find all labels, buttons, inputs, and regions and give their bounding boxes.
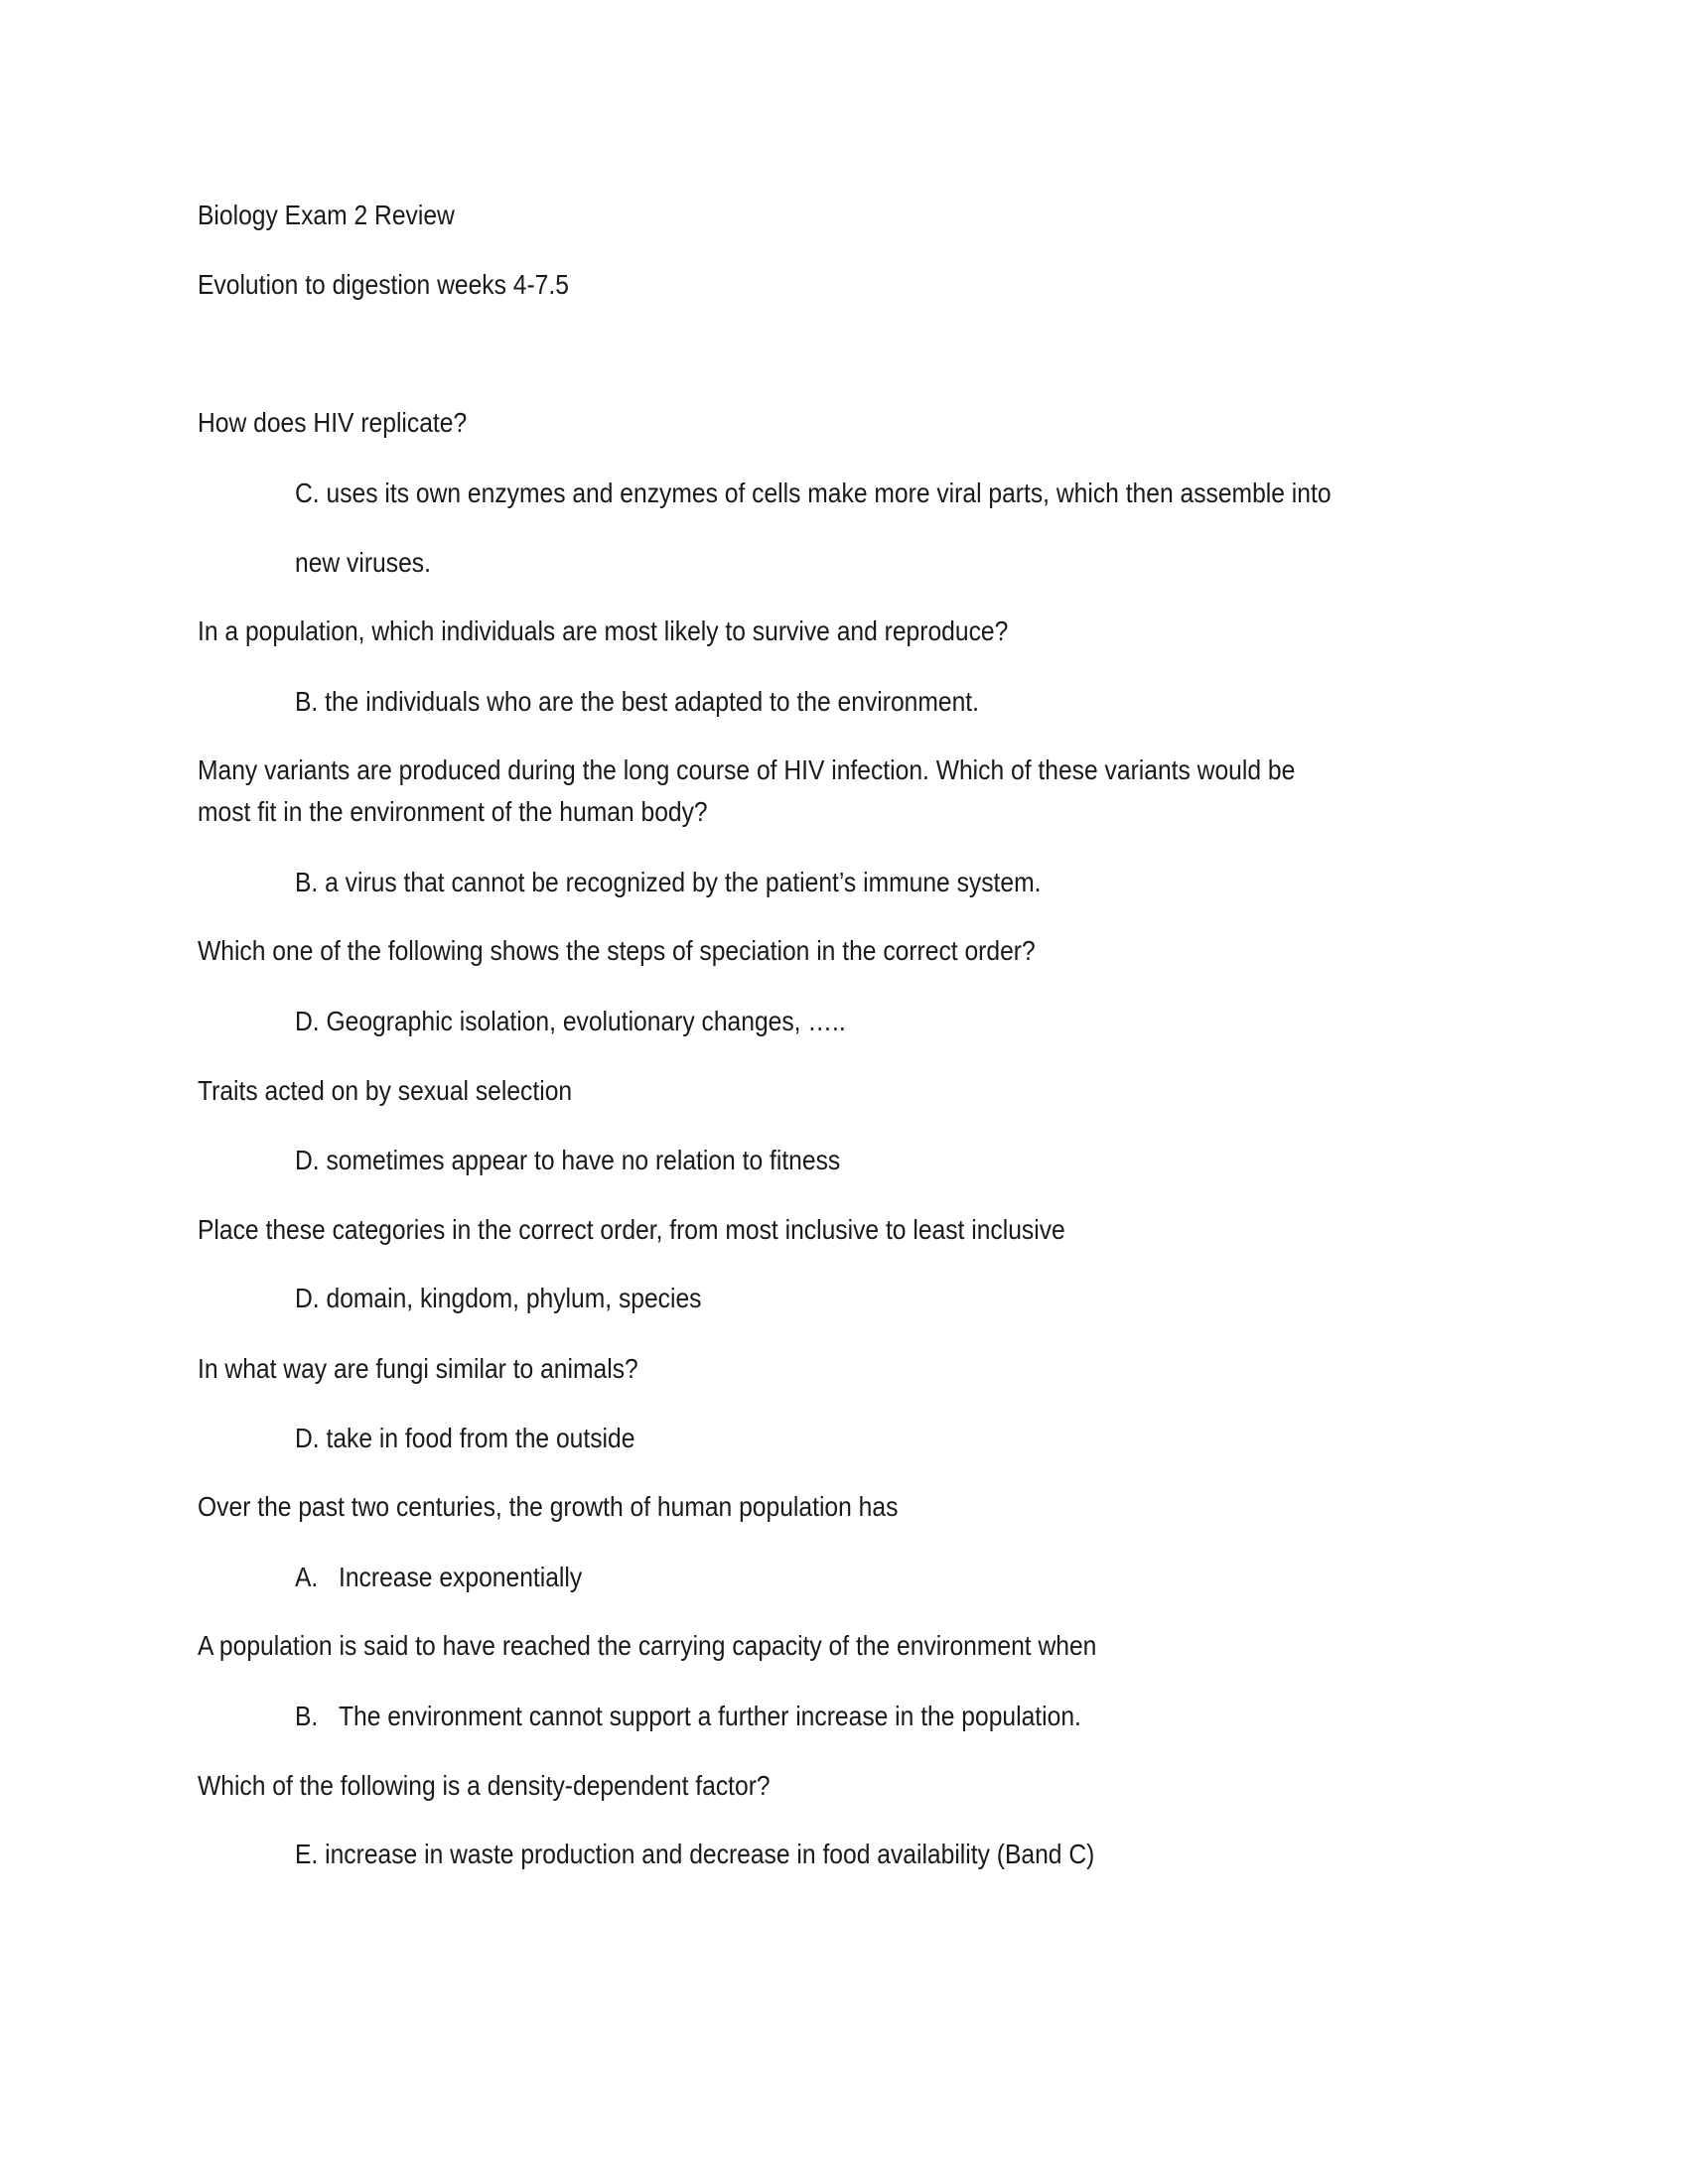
question: Traits acted on by sexual selection: [198, 1075, 573, 1106]
question-continued: most fit in the environment of the human body?: [198, 796, 708, 827]
answer-text: The environment cannot support a further increase in the population.: [339, 1701, 1081, 1731]
question: Over the past two centuries, the growth of human population has: [198, 1491, 899, 1522]
question: Place these categories in the correct order, from most inclusive to least inclusive: [198, 1214, 1065, 1245]
question: A population is said to have reached the carrying capacity of the environment when: [198, 1630, 1097, 1661]
answer: B. the individuals who are the best adapted to the environment.: [295, 686, 979, 717]
question: How does HIV replicate?: [198, 407, 468, 438]
answer: C. uses its own enzymes and enzymes of cells make more viral parts, which then assemble into: [295, 478, 1332, 508]
answer: E. increase in waste production and decrease in food availability (Band C): [295, 1839, 1095, 1869]
answer: D. sometimes appear to have no relation to fitness: [295, 1145, 841, 1175]
answer-continued: new viruses.: [295, 547, 431, 578]
answer-label: A.: [295, 1562, 319, 1592]
document-subtitle: Evolution to digestion weeks 4-7.5: [198, 269, 569, 300]
answer: [295, 1560, 582, 1595]
answer: [295, 1699, 1081, 1734]
answer-text: Increase exponentially: [339, 1562, 583, 1592]
answer: D. domain, kingdom, phylum, species: [295, 1283, 702, 1313]
answer: D. Geographic isolation, evolutionary changes, …..: [295, 1006, 846, 1036]
question: Many variants are produced during the long course of HIV infection. Which of these variants would be: [198, 754, 1296, 785]
question: In a population, which individuals are most likely to survive and reproduce?: [198, 615, 1009, 646]
question: Which one of the following shows the steps of speciation in the correct order?: [198, 935, 1036, 966]
question: In what way are fungi similar to animals?: [198, 1353, 638, 1384]
document-title: Biology Exam 2 Review: [198, 200, 455, 230]
answer-label: B.: [295, 1701, 319, 1731]
answer: D. take in food from the outside: [295, 1423, 635, 1453]
answer: B. a virus that cannot be recognized by the patient’s immune system.: [295, 867, 1042, 897]
question: Which of the following is a density-dependent factor?: [198, 1770, 771, 1801]
